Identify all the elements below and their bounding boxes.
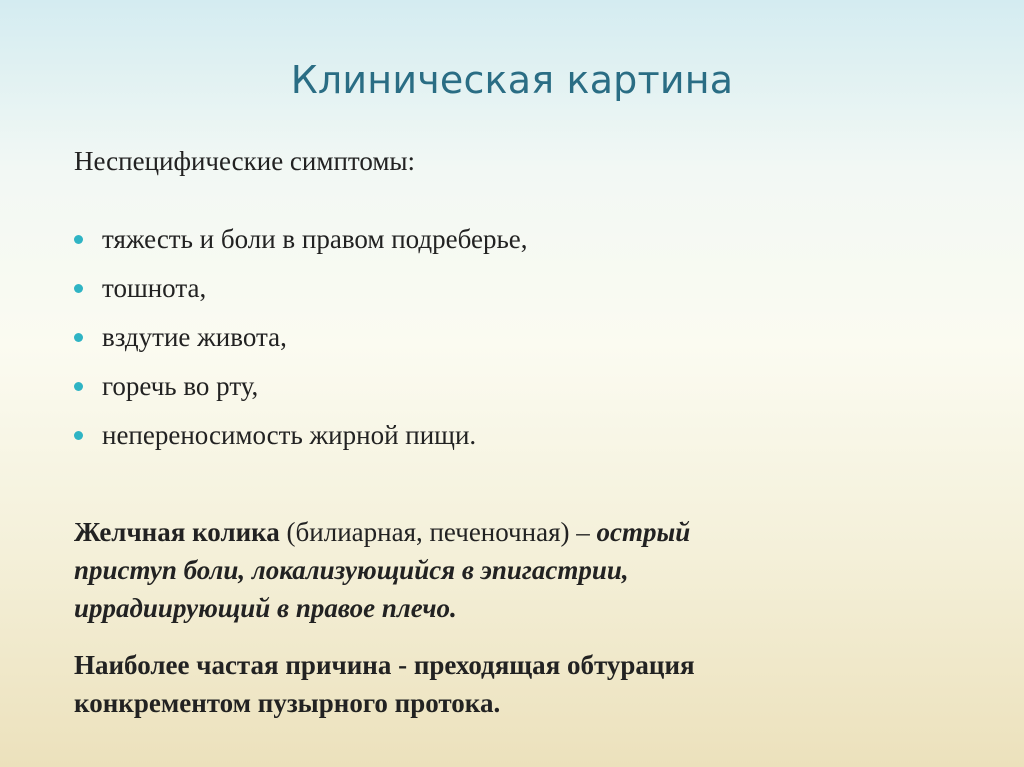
list-item xyxy=(74,215,528,264)
colic-qualifier: (билиарная, печеночная) – xyxy=(279,517,597,547)
subheading: Неспецифические симптомы: xyxy=(74,146,416,176)
colic-line-2: приступ боли, локализующийся в эпигастрии, xyxy=(74,555,629,585)
bullet-icon xyxy=(74,431,83,440)
biliary-colic-paragraph xyxy=(74,513,974,627)
bullet-icon xyxy=(74,284,83,293)
colic-term: Желчная колика xyxy=(74,517,280,547)
colic-line-3: иррадиирующий в правое плечо. xyxy=(74,593,457,623)
list-item-text: вздутие живота, xyxy=(102,322,287,352)
list-item-text: тяжесть и боли в правом подреберье, xyxy=(102,224,528,254)
cause-line-2: конкрементом пузырного протока. xyxy=(74,688,501,718)
list-item-text: горечь во рту, xyxy=(102,371,259,401)
list-item-text: непереносимость жирной пищи. xyxy=(102,420,477,450)
list-item-text: тошнота, xyxy=(102,273,207,303)
colic-line-1 xyxy=(74,513,974,551)
bullet-icon xyxy=(74,235,83,244)
slide-title: Клиническая картина xyxy=(290,58,734,102)
list-item xyxy=(74,362,528,411)
list-item xyxy=(74,264,528,313)
symptom-list xyxy=(74,215,528,460)
list-item xyxy=(74,313,528,362)
list-item xyxy=(74,411,528,460)
bullet-icon xyxy=(74,382,83,391)
cause-line-1: Наиболее частая причина - преходящая обтурация xyxy=(74,650,695,680)
cause-paragraph xyxy=(74,646,974,722)
colic-emphasis: острый xyxy=(596,517,691,547)
bullet-icon xyxy=(74,333,83,342)
